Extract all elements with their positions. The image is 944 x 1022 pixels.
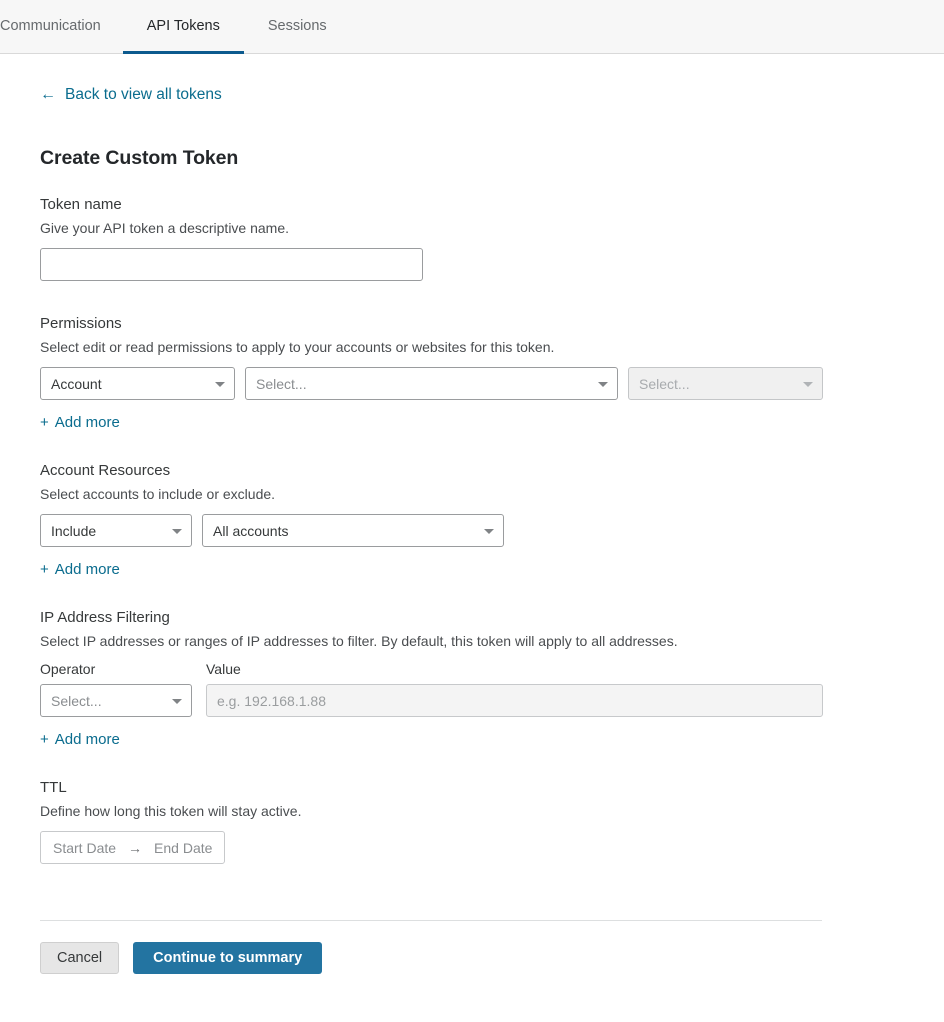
- token-name-input[interactable]: [40, 248, 423, 281]
- ttl-label: TTL: [40, 779, 67, 796]
- account-resources-mode-value: Include: [51, 522, 97, 539]
- chevron-down-icon: [215, 382, 225, 387]
- plus-icon: +: [40, 561, 49, 578]
- permissions-section: [40, 315, 904, 432]
- plus-icon: +: [40, 414, 49, 431]
- ip-operator-select[interactable]: [40, 684, 192, 717]
- form-actions: [40, 942, 904, 1002]
- permission-level-select[interactable]: [628, 367, 823, 400]
- ttl-end-date-placeholder[interactable]: End Date: [154, 839, 213, 856]
- permission-scope-value: Account: [51, 375, 102, 392]
- tab-api-tokens[interactable]: [123, 0, 244, 54]
- chevron-down-icon: [172, 529, 182, 534]
- ip-filtering-row: [40, 661, 904, 717]
- permissions-add-more-button[interactable]: [40, 414, 120, 431]
- account-resources-accounts-value: All accounts: [213, 522, 289, 539]
- continue-to-summary-label: Continue to summary: [153, 950, 303, 966]
- tab-communication-label: Communication: [0, 17, 101, 34]
- ip-value-label: Value: [206, 661, 241, 677]
- ip-operator-group: [40, 661, 192, 717]
- ip-filtering-add-more-label: Add more: [54, 731, 120, 748]
- cancel-button-label: Cancel: [57, 950, 103, 966]
- permission-scope-select[interactable]: [40, 367, 235, 400]
- chevron-down-icon: [172, 699, 182, 704]
- permission-resource-select[interactable]: [245, 367, 618, 400]
- cancel-button[interactable]: [40, 942, 119, 974]
- ip-filtering-help: Select IP addresses or ranges of IP addresses to filter. By default, this token will apply to all addresses.: [40, 633, 678, 649]
- token-name-label: Token name: [40, 196, 122, 213]
- create-token-page: [0, 54, 944, 1002]
- account-resources-help: Select accounts to include or exclude.: [40, 486, 276, 502]
- ip-value-group: [206, 661, 823, 717]
- permission-resource-value: Select...: [256, 375, 307, 392]
- ip-filtering-section: [40, 609, 904, 749]
- continue-to-summary-button[interactable]: [133, 942, 322, 974]
- tab-communication[interactable]: [0, 0, 123, 54]
- account-resources-add-more-label: Add more: [54, 561, 120, 578]
- arrow-left-icon: ←: [40, 86, 56, 103]
- ttl-start-date-placeholder[interactable]: Start Date: [53, 839, 117, 856]
- permissions-row: [40, 367, 904, 400]
- ttl-section: [40, 779, 904, 864]
- ttl-help: Define how long this token will stay active.: [40, 803, 302, 819]
- page-title: Create Custom Token: [40, 147, 239, 169]
- account-resources-section: [40, 462, 904, 579]
- tab-sessions-label: Sessions: [267, 17, 327, 34]
- back-to-tokens-link[interactable]: [40, 86, 222, 104]
- chevron-down-icon: [803, 382, 813, 387]
- chevron-down-icon: [484, 529, 494, 534]
- plus-icon: +: [40, 731, 49, 748]
- ip-filtering-label: IP Address Filtering: [40, 609, 170, 626]
- back-to-tokens-label: Back to view all tokens: [65, 86, 222, 103]
- ttl-date-range-picker[interactable]: [40, 831, 225, 864]
- account-resources-accounts-select[interactable]: [202, 514, 504, 547]
- chevron-down-icon: [598, 382, 608, 387]
- account-resources-add-more-button[interactable]: [40, 561, 120, 578]
- token-name-section: [40, 196, 904, 281]
- ip-filtering-add-more-button[interactable]: [40, 731, 120, 748]
- footer-divider: [40, 920, 822, 921]
- ip-value-input[interactable]: [206, 684, 823, 717]
- permission-level-value: Select...: [639, 375, 690, 392]
- account-resources-label: Account Resources: [40, 462, 171, 479]
- ip-operator-label: Operator: [40, 661, 96, 677]
- tab-sessions[interactable]: [244, 0, 351, 54]
- permissions-add-more-label: Add more: [54, 414, 120, 431]
- permissions-label: Permissions: [40, 315, 122, 332]
- arrow-right-icon: →: [128, 839, 143, 856]
- account-resources-mode-select[interactable]: [40, 514, 192, 547]
- ip-operator-value: Select...: [51, 692, 102, 709]
- account-resources-row: [40, 514, 904, 547]
- permissions-help: Select edit or read permissions to apply to your accounts or websites for this token.: [40, 339, 555, 355]
- token-name-help: Give your API token a descriptive name.: [40, 220, 290, 236]
- tab-api-tokens-label: API Tokens: [146, 17, 220, 34]
- settings-tab-bar: [0, 0, 944, 54]
